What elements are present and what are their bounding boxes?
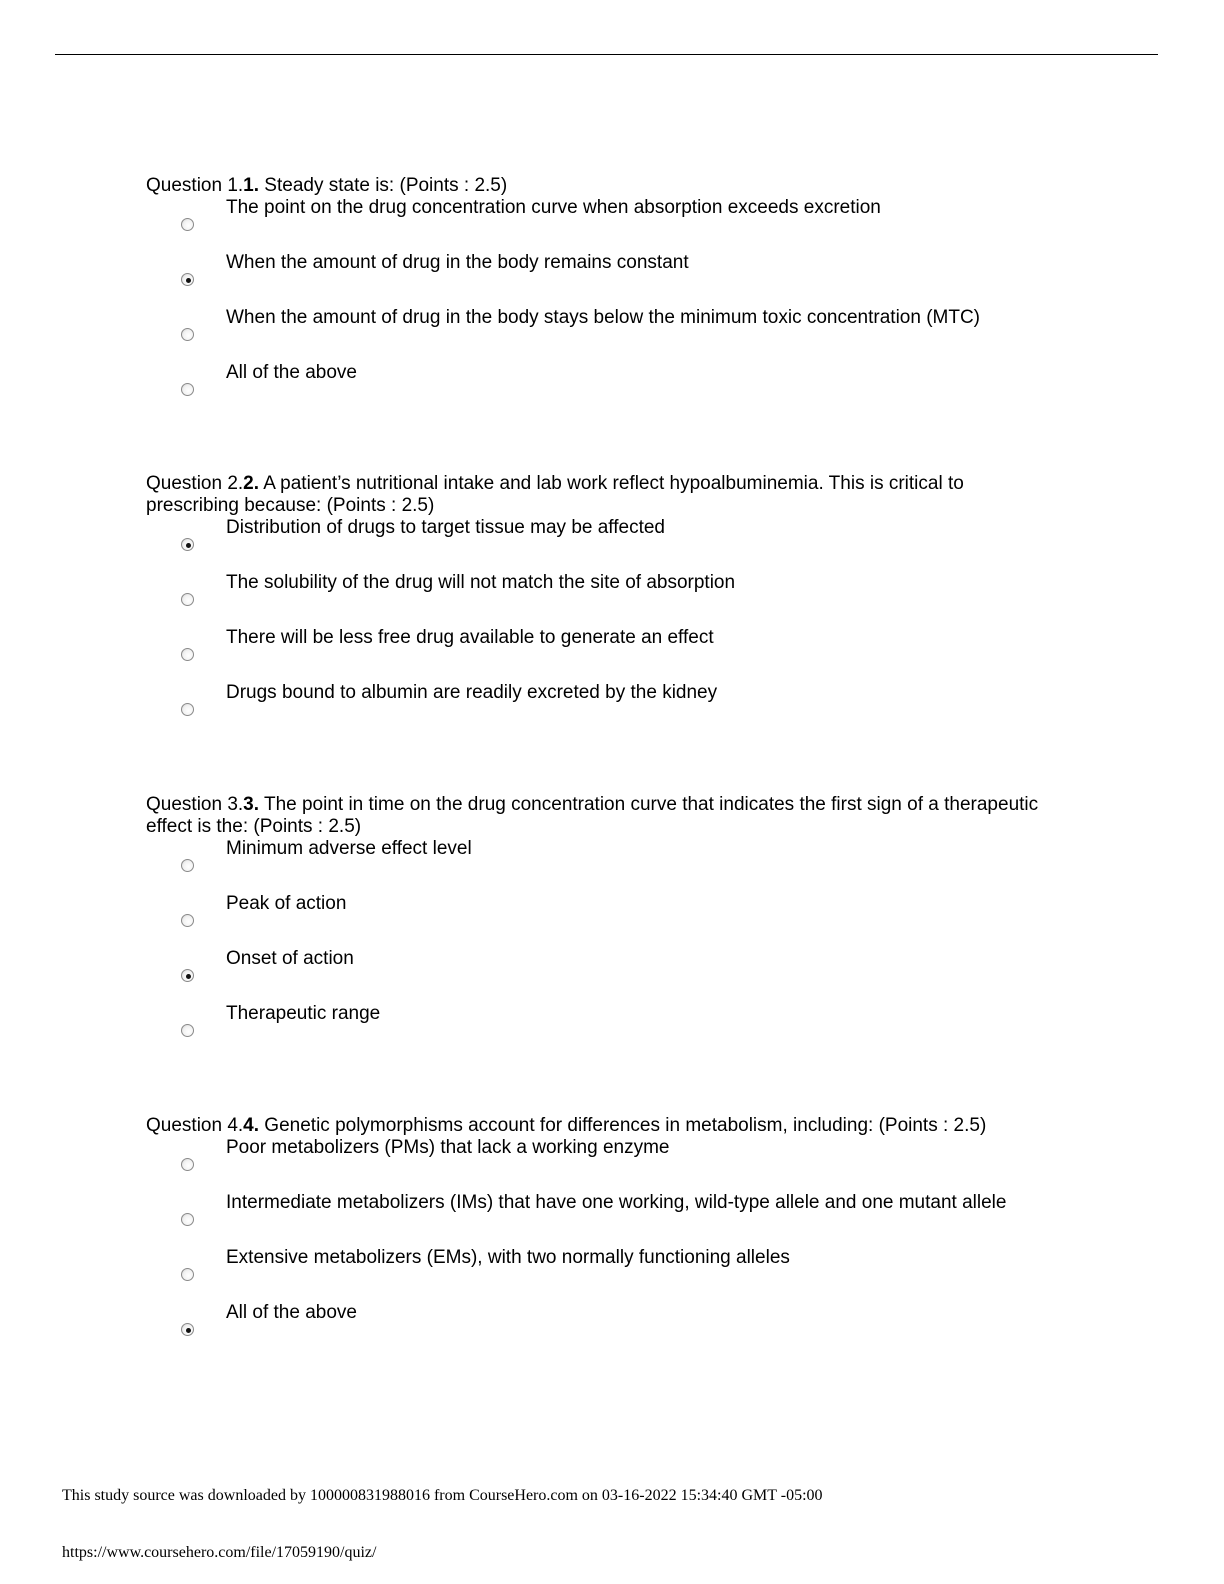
- radio-button[interactable]: [181, 1158, 194, 1171]
- radio-button[interactable]: [181, 1268, 194, 1281]
- radio-button-selected[interactable]: [181, 1323, 194, 1336]
- option-label: All of the above: [226, 1302, 357, 1323]
- footer-source-note: This study source was downloaded by 100000831988016 from CourseHero.com on 03-16-2022 15:34:40 GMT -05:00: [62, 1487, 823, 1504]
- radio-button-selected[interactable]: [181, 538, 194, 551]
- question-3-option-1[interactable]: [146, 838, 1046, 893]
- radio-button[interactable]: [181, 218, 194, 231]
- option-label: Poor metabolizers (PMs) that lack a working enzyme: [226, 1137, 670, 1158]
- question-4: [146, 1115, 1046, 1357]
- option-label: When the amount of drug in the body stays below the minimum toxic concentration (MTC): [226, 307, 981, 328]
- radio-button[interactable]: [181, 383, 194, 396]
- radio-button[interactable]: [181, 914, 194, 927]
- option-label: Intermediate metabolizers (IMs) that have one working, wild-type allele and one mutant allele: [226, 1192, 1007, 1213]
- radio-button[interactable]: [181, 1024, 194, 1037]
- question-4-option-4[interactable]: [146, 1302, 1046, 1357]
- question-4-option-2[interactable]: [146, 1192, 1046, 1247]
- radio-button-selected[interactable]: [181, 273, 194, 286]
- question-1-heading: Question 1.1. Steady state is: (Points : 2.5): [146, 175, 508, 196]
- question-1-option-4[interactable]: [146, 362, 1046, 417]
- option-label: The solubility of the drug will not match the site of absorption: [226, 572, 736, 593]
- question-3-option-4[interactable]: [146, 1003, 1046, 1058]
- radio-button[interactable]: [181, 593, 194, 606]
- radio-button[interactable]: [181, 703, 194, 716]
- option-label: Distribution of drugs to target tissue may be affected: [226, 517, 665, 538]
- radio-button[interactable]: [181, 1213, 194, 1226]
- radio-button[interactable]: [181, 859, 194, 872]
- question-1: [146, 175, 1046, 417]
- option-label: There will be less free drug available to generate an effect: [226, 627, 714, 648]
- option-label: Peak of action: [226, 893, 347, 914]
- question-2-option-3[interactable]: [146, 627, 1046, 682]
- question-2: [146, 473, 1046, 737]
- footer-url: https://www.coursehero.com/file/17059190/quiz/: [62, 1544, 377, 1561]
- option-label: Drugs bound to albumin are readily excreted by the kidney: [226, 682, 718, 703]
- question-4-option-3[interactable]: [146, 1247, 1046, 1302]
- question-2-option-4[interactable]: [146, 682, 1046, 737]
- question-2-option-1[interactable]: [146, 517, 1046, 572]
- question-1-option-1[interactable]: [146, 197, 1046, 252]
- option-label: Onset of action: [226, 948, 354, 969]
- radio-button[interactable]: [181, 648, 194, 661]
- question-1-option-3[interactable]: [146, 307, 1046, 362]
- question-1-option-2[interactable]: [146, 252, 1046, 307]
- option-label: When the amount of drug in the body remains constant: [226, 252, 689, 273]
- question-3-option-3[interactable]: [146, 948, 1046, 1003]
- question-2-heading: Question 2.2. A patient’s nutritional intake and lab work reflect hypoalbuminemia. This is critical to prescribing because: (Points : 2.5): [146, 473, 964, 516]
- question-3: [146, 794, 1046, 1058]
- question-4-heading: Question 4.4. Genetic polymorphisms account for differences in metabolism, including: (Points : 2.5): [146, 1115, 987, 1136]
- question-4-option-1[interactable]: [146, 1137, 1046, 1192]
- option-label: Therapeutic range: [226, 1003, 381, 1024]
- radio-button[interactable]: [181, 328, 194, 341]
- option-label: Extensive metabolizers (EMs), with two normally functioning alleles: [226, 1247, 790, 1268]
- question-2-option-2[interactable]: [146, 572, 1046, 627]
- question-3-option-2[interactable]: [146, 893, 1046, 948]
- radio-button-selected[interactable]: [181, 969, 194, 982]
- option-label: The point on the drug concentration curve when absorption exceeds excretion: [226, 197, 881, 218]
- question-3-heading: Question 3.3. The point in time on the drug concentration curve that indicates the first sign of a therapeutic effect is the: (Points : 2.5): [146, 794, 1039, 837]
- option-label: Minimum adverse effect level: [226, 838, 472, 859]
- option-label: All of the above: [226, 362, 357, 383]
- top-divider: [55, 54, 1158, 55]
